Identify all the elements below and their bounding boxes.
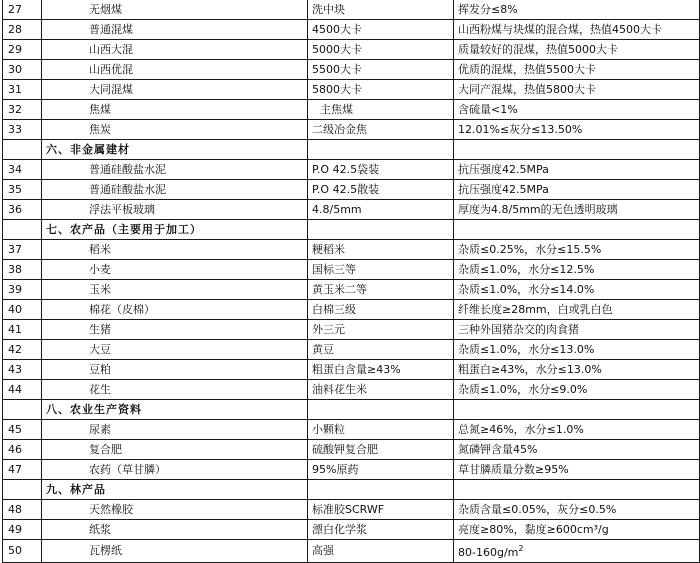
quality-standard: 杂质≤1.0%，水分≤14.0%: [454, 280, 700, 300]
commodity-spec: 硫酸钾复合肥: [308, 440, 454, 460]
empty-cell: [3, 220, 42, 240]
quality-standard: 氮磷钾含量45%: [454, 440, 700, 460]
commodity-spec: 二级冶金焦: [308, 120, 454, 140]
commodity-name: 瓦楞纸: [42, 540, 308, 563]
row-number: 40: [3, 300, 42, 320]
commodity-name: 普通硅酸盐水泥: [42, 160, 308, 180]
quality-standard: 挥发分≤8%: [454, 0, 700, 20]
row-number: 47: [3, 460, 42, 480]
commodity-spec: 95%原药: [308, 460, 454, 480]
commodity-name: 棉花（皮棉）: [42, 300, 308, 320]
commodity-name: 普通混煤: [42, 20, 308, 40]
table-row: [3, 60, 700, 80]
quality-standard-superscript: 2: [518, 544, 524, 553]
commodity-spec: 4.8/5mm: [308, 200, 454, 220]
table-row: [3, 420, 700, 440]
row-number: 38: [3, 260, 42, 280]
commodity-name: 农药（草甘膦）: [42, 460, 308, 480]
commodity-name: 复合肥: [42, 440, 308, 460]
quality-standard: 三种外国猪杂交的肉食猪: [454, 320, 700, 340]
quality-standard: 纤维长度≥28mm，白或乳白色: [454, 300, 700, 320]
section-header-row: [3, 480, 700, 500]
section-header-row: [3, 140, 700, 160]
quality-standard: 杂质≤1.0%，水分≤13.0%: [454, 340, 700, 360]
commodity-name: 大同混煤: [42, 80, 308, 100]
commodity-spec: 5500大卡: [308, 60, 454, 80]
empty-cell: [454, 400, 700, 420]
row-number: 44: [3, 380, 42, 400]
commodity-name: 尿素: [42, 420, 308, 440]
commodity-spec: 油料花生米: [308, 380, 454, 400]
quality-standard: 草甘膦质量分数≥95%: [454, 460, 700, 480]
commodity-name: 普通硅酸盐水泥: [42, 180, 308, 200]
quality-standard: 优质的混煤，热值5500大卡: [454, 60, 700, 80]
empty-cell: [3, 480, 42, 500]
quality-standard: 总氮≥46%，水分≤1.0%: [454, 420, 700, 440]
quality-standard: 杂质≤1.0%，水分≤12.5%: [454, 260, 700, 280]
table-row: [3, 380, 700, 400]
table-row: [3, 320, 700, 340]
empty-cell: [308, 480, 454, 500]
quality-standard: 抗压强度42.5MPa: [454, 180, 700, 200]
commodity-name: 大豆: [42, 340, 308, 360]
row-number: 48: [3, 500, 42, 520]
empty-cell: [3, 140, 42, 160]
commodity-spec: 黄玉米二等: [308, 280, 454, 300]
row-number: 45: [3, 420, 42, 440]
table-row: [3, 280, 700, 300]
commodity-spec: 国标三等: [308, 260, 454, 280]
table-row: [3, 80, 700, 100]
row-number: 46: [3, 440, 42, 460]
commodity-name: 玉米: [42, 280, 308, 300]
row-number: 42: [3, 340, 42, 360]
quality-standard: 12.01%≤灰分≤13.50%: [454, 120, 700, 140]
commodity-name: 小麦: [42, 260, 308, 280]
row-number: 43: [3, 360, 42, 380]
commodity-name: 纸浆: [42, 520, 308, 540]
quality-standard: 杂质≤1.0%，水分≤9.0%: [454, 380, 700, 400]
table-row: [3, 200, 700, 220]
quality-standard: 含硫量<1%: [454, 100, 700, 120]
row-number: 29: [3, 40, 42, 60]
commodity-spec: 主焦煤: [308, 100, 454, 120]
commodity-spec: 白棉三级: [308, 300, 454, 320]
commodity-name: 焦炭: [42, 120, 308, 140]
commodity-spec: 黄豆: [308, 340, 454, 360]
commodity-name: 山西优混: [42, 60, 308, 80]
table-row: [3, 520, 700, 540]
table-row: [3, 500, 700, 520]
quality-standard: 杂质≤0.25%，水分≤15.5%: [454, 240, 700, 260]
row-number: 50: [3, 540, 42, 563]
empty-cell: [308, 220, 454, 240]
table-row: [3, 360, 700, 380]
quality-standard: 质量较好的混煤，热值5000大卡: [454, 40, 700, 60]
commodity-spec: 粳稻米: [308, 240, 454, 260]
section-title: 八、农业生产资料: [42, 400, 308, 420]
commodity-name: 山西大混: [42, 40, 308, 60]
commodity-spec: 粗蛋白含量≥43%: [308, 360, 454, 380]
quality-standard-main: 80-160g/m: [458, 546, 519, 559]
table-row: [3, 240, 700, 260]
commodity-spec: 高强: [308, 540, 454, 563]
commodity-name: 稻米: [42, 240, 308, 260]
empty-cell: [3, 400, 42, 420]
empty-cell: [454, 140, 700, 160]
quality-standard: 抗压强度42.5MPa: [454, 160, 700, 180]
commodity-spec: 5000大卡: [308, 40, 454, 60]
section-header-row: [3, 400, 700, 420]
quality-standard: 杂质含量≤0.05%，灰分≤0.5%: [454, 500, 700, 520]
quality-standard: 粗蛋白≥43%，水分≤13.0%: [454, 360, 700, 380]
empty-cell: [308, 400, 454, 420]
commodity-spec: 5800大卡: [308, 80, 454, 100]
table-row: [3, 100, 700, 120]
table-row: [3, 300, 700, 320]
quality-standard: 大同产混煤，热值5800大卡: [454, 80, 700, 100]
commodity-name: 花生: [42, 380, 308, 400]
row-number: 39: [3, 280, 42, 300]
table-row: [3, 120, 700, 140]
row-number: 34: [3, 160, 42, 180]
table-row: [3, 260, 700, 280]
commodity-name: 焦煤: [42, 100, 308, 120]
row-number: 41: [3, 320, 42, 340]
empty-cell: [454, 220, 700, 240]
commodity-name: 豆粕: [42, 360, 308, 380]
empty-cell: [454, 480, 700, 500]
commodity-spec: 4500大卡: [308, 20, 454, 40]
row-number: 37: [3, 240, 42, 260]
quality-standard: 厚度为4.8/5mm的无色透明玻璃: [454, 200, 700, 220]
row-number: 27: [3, 0, 42, 20]
commodity-spec: 外三元: [308, 320, 454, 340]
table-row: [3, 20, 700, 40]
table-row: [3, 540, 700, 563]
commodity-spec-table: [2, 0, 700, 563]
table-row: [3, 440, 700, 460]
empty-cell: [308, 140, 454, 160]
commodity-name: 浮法平板玻璃: [42, 200, 308, 220]
table-row: [3, 160, 700, 180]
commodity-spec: P.O 42.5散装: [308, 180, 454, 200]
table-row: [3, 0, 700, 20]
quality-standard: 亮度≥80%，黏度≥600cm³/g: [454, 520, 700, 540]
row-number: 35: [3, 180, 42, 200]
section-title: 九、林产品: [42, 480, 308, 500]
row-number: 31: [3, 80, 42, 100]
section-title: 六、非金属建材: [42, 140, 308, 160]
section-header-row: [3, 220, 700, 240]
row-number: 30: [3, 60, 42, 80]
quality-standard: 山西粉煤与块煤的混合煤，热值4500大卡: [454, 20, 700, 40]
row-number: 28: [3, 20, 42, 40]
quality-standard: [454, 540, 700, 563]
commodity-name: 无烟煤: [42, 0, 308, 20]
table-row: [3, 340, 700, 360]
section-title: 七、农产品（主要用于加工）: [42, 220, 308, 240]
row-number: 49: [3, 520, 42, 540]
table-row: [3, 460, 700, 480]
commodity-name: 生猪: [42, 320, 308, 340]
table-row: [3, 180, 700, 200]
commodity-spec: 标准胶SCRWF: [308, 500, 454, 520]
commodity-spec: 小颗粒: [308, 420, 454, 440]
commodity-spec: P.O 42.5袋装: [308, 160, 454, 180]
commodity-name: 天然橡胶: [42, 500, 308, 520]
row-number: 33: [3, 120, 42, 140]
table-row: [3, 40, 700, 60]
commodity-spec: 漂白化学浆: [308, 520, 454, 540]
row-number: 36: [3, 200, 42, 220]
row-number: 32: [3, 100, 42, 120]
commodity-spec: 洗中块: [308, 0, 454, 20]
